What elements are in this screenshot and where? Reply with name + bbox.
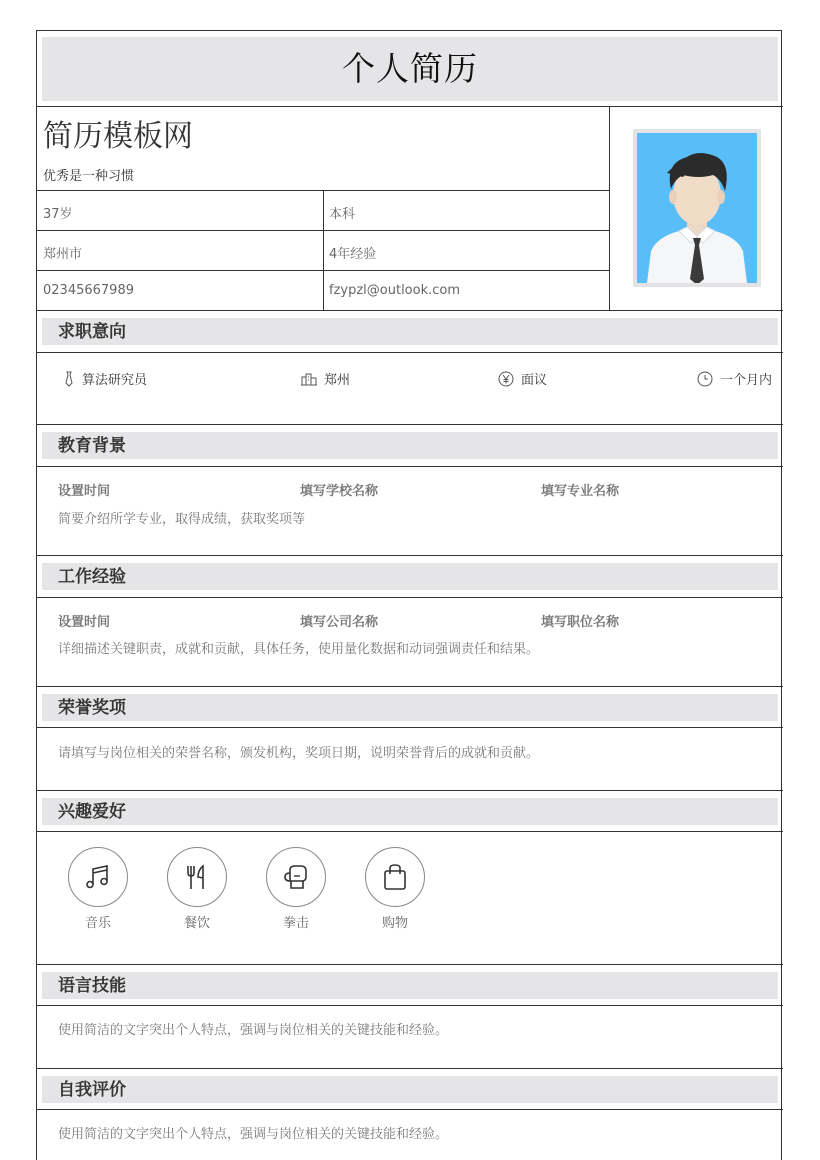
avatar-image [637, 133, 757, 283]
divider [37, 831, 783, 832]
city-value: 郑州市 [43, 247, 83, 262]
section-title: 语言技能 [58, 976, 126, 996]
divider [37, 790, 783, 791]
education-value: 本科 [329, 207, 356, 222]
divider [37, 424, 783, 425]
section-header-education [42, 432, 778, 459]
phone-value: 02345667989 [43, 283, 134, 298]
language-description: 使用简洁的文字突出个人特点，强调与岗位相关的关键技能和经验。 [58, 1023, 449, 1038]
self-evaluation-description: 使用简洁的文字突出个人特点，强调与岗位相关的关键技能和经验。 [58, 1127, 449, 1142]
dining-icon [167, 847, 227, 907]
divider [37, 466, 783, 467]
hobby-item [266, 847, 326, 931]
divider [37, 555, 783, 556]
work-description: 详细描述关键职责，成就和贡献，具体任务，使用量化数据和动词强调责任和结果。 [58, 642, 540, 657]
divider [609, 106, 610, 310]
divider [37, 106, 783, 107]
section-title: 兴趣爱好 [58, 802, 126, 822]
candidate-name: 简历模板网 [43, 119, 193, 154]
resume-page [36, 30, 782, 1160]
divider [37, 964, 783, 965]
education-major: 填写专业名称 [541, 484, 620, 499]
section-header-hobbies [42, 798, 778, 825]
divider [37, 310, 783, 311]
divider [323, 190, 324, 310]
intent-availability-label: 一个月内 [720, 373, 773, 388]
intent-location-label: 郑州 [324, 373, 351, 388]
age-value: 37岁 [43, 207, 73, 222]
yen-icon [498, 371, 514, 387]
section-header-honors [42, 694, 778, 721]
music-icon [68, 847, 128, 907]
divider [37, 1005, 783, 1006]
intent-availability [697, 369, 772, 388]
hobby-item [68, 847, 128, 931]
intent-position-label: 算法研究员 [82, 373, 148, 388]
education-time: 设置时间 [58, 484, 111, 499]
hobby-label: 音乐 [84, 916, 111, 931]
work-position: 填写职位名称 [541, 615, 620, 630]
section-header-language [42, 972, 778, 999]
divider [37, 597, 783, 598]
divider [37, 1109, 783, 1110]
intent-position [63, 369, 147, 388]
resume-title: 个人简历 [342, 49, 478, 88]
avatar [633, 129, 761, 287]
intent-salary-label: 面议 [521, 373, 548, 388]
hobby-label: 购物 [381, 916, 408, 931]
honors-description: 请填写与岗位相关的荣誉名称，颁发机构，奖项日期，说明荣誉背后的成就和贡献。 [58, 746, 540, 761]
education-school: 填写学校名称 [300, 484, 379, 499]
work-company: 填写公司名称 [300, 615, 379, 630]
boxing-icon [266, 847, 326, 907]
divider [37, 686, 783, 687]
section-title: 荣誉奖项 [58, 698, 126, 718]
section-header-work [42, 563, 778, 590]
clock-icon [697, 371, 713, 387]
divider [37, 727, 783, 728]
slogan: 优秀是一种习惯 [43, 169, 135, 184]
shopping-icon [365, 847, 425, 907]
title-banner [42, 37, 778, 101]
experience-value: 4年经验 [329, 247, 377, 262]
section-title: 教育背景 [58, 436, 126, 456]
hobby-item [365, 847, 425, 931]
intent-location [301, 369, 350, 388]
section-header-job-intention [42, 318, 778, 345]
building-icon [301, 372, 317, 386]
divider [37, 1068, 783, 1069]
section-title: 工作经验 [58, 567, 126, 587]
education-description: 简要介绍所学专业，取得成绩，获取奖项等 [58, 512, 306, 527]
section-header-self-evaluation [42, 1076, 778, 1103]
email-value: fzypzl@outlook.com [329, 283, 461, 298]
divider [37, 352, 783, 353]
intent-salary [498, 369, 547, 388]
section-title: 求职意向 [58, 322, 126, 342]
section-title: 自我评价 [58, 1080, 126, 1100]
hobby-label: 餐饮 [183, 916, 210, 931]
hobby-label: 拳击 [282, 916, 309, 931]
hobby-item [167, 847, 227, 931]
work-time: 设置时间 [58, 615, 111, 630]
tie-icon [63, 371, 75, 387]
